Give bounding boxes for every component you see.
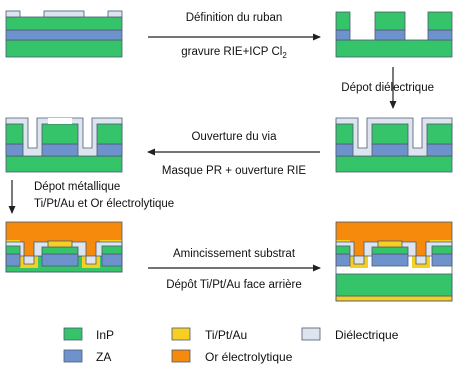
inp-layer	[97, 124, 122, 144]
ribbon	[375, 30, 405, 40]
ribbon	[375, 12, 405, 30]
legend-swatch-or	[172, 350, 190, 362]
za-layer	[97, 144, 122, 156]
za-layer	[42, 254, 78, 266]
legend-swatch-tipt	[172, 328, 190, 340]
dielectric-mask	[108, 11, 122, 17]
stage-etched-ribbon	[336, 12, 452, 57]
inp-layer	[102, 246, 122, 254]
za-layer	[6, 144, 23, 156]
dielectric-mask	[6, 11, 20, 17]
step-label-dielectric: Dépot diélectrique	[341, 82, 434, 94]
inp-layer	[42, 124, 78, 144]
legend-label-tipt: Ti/Pt/Au	[205, 328, 248, 342]
step-label-via-bottom: Masque PR + ouverture RIE	[161, 165, 307, 177]
inp-layer	[6, 40, 122, 57]
za-layer	[42, 144, 78, 156]
legend-label-or: Or électrolytique	[205, 350, 293, 364]
za-layer	[6, 254, 20, 266]
legend-swatch-inp	[64, 328, 82, 340]
inp-layer	[42, 247, 78, 254]
tipt-pad	[378, 241, 402, 247]
inp-layer	[336, 124, 353, 144]
step-label-thin-top: Amincissement substrat	[172, 248, 296, 260]
stage-via-opening	[6, 118, 122, 172]
step-label-via-top: Ouverture du via	[191, 131, 277, 143]
inp-layer	[6, 124, 23, 144]
stage-dielectric-deposit	[336, 118, 452, 172]
legend-label-dielectric: Diélectrique	[335, 328, 399, 342]
inp-substrate	[336, 274, 452, 296]
step-label-etch-bottom: gravure RIE+ICP $Cl_2$	[181, 46, 287, 60]
legend-label-inp: InP	[96, 328, 115, 342]
legend-label-za: ZA	[96, 350, 112, 364]
inp-substrate	[6, 156, 122, 172]
za-layer	[336, 144, 353, 156]
step-label-metal-line1: Dépot métallique	[34, 181, 121, 193]
step-label-metal-line2: Ti/Pt/Au et Or électrolytique	[34, 198, 175, 210]
step-label-etch-top: Définition du ruban	[185, 12, 283, 24]
legend-swatch-dielectric	[302, 328, 320, 340]
inp-layer	[6, 17, 122, 30]
za-layer	[427, 144, 452, 156]
inp-substrate	[336, 40, 452, 57]
stage-metallization	[6, 222, 122, 272]
za-layer	[336, 254, 350, 266]
ribbon	[428, 30, 452, 40]
legend	[64, 328, 399, 364]
ribbon	[336, 12, 350, 30]
inp-layer	[372, 247, 408, 254]
ribbon	[336, 30, 350, 40]
za-layer	[432, 254, 452, 266]
step-label-thin-bottom: Dépôt Ti/Pt/Au face arrière	[166, 279, 302, 291]
backside-tipt	[336, 296, 452, 301]
za-layer	[372, 254, 408, 266]
legend-swatch-za	[64, 350, 82, 362]
via-opening	[48, 118, 72, 124]
ribbon	[428, 12, 452, 30]
inp-substrate	[336, 156, 452, 172]
stage-thinned-substrate	[336, 222, 452, 301]
tipt-pad	[48, 241, 72, 247]
inp-layer	[372, 124, 408, 144]
inp-layer	[336, 246, 350, 254]
inp-layer	[6, 246, 20, 254]
za-layer	[102, 254, 122, 266]
za-layer	[6, 30, 122, 40]
inp-layer	[432, 246, 452, 254]
dielectric-mask	[44, 11, 84, 17]
inp-layer	[427, 124, 452, 144]
za-layer	[372, 144, 408, 156]
stage-initial-stack	[6, 11, 122, 57]
